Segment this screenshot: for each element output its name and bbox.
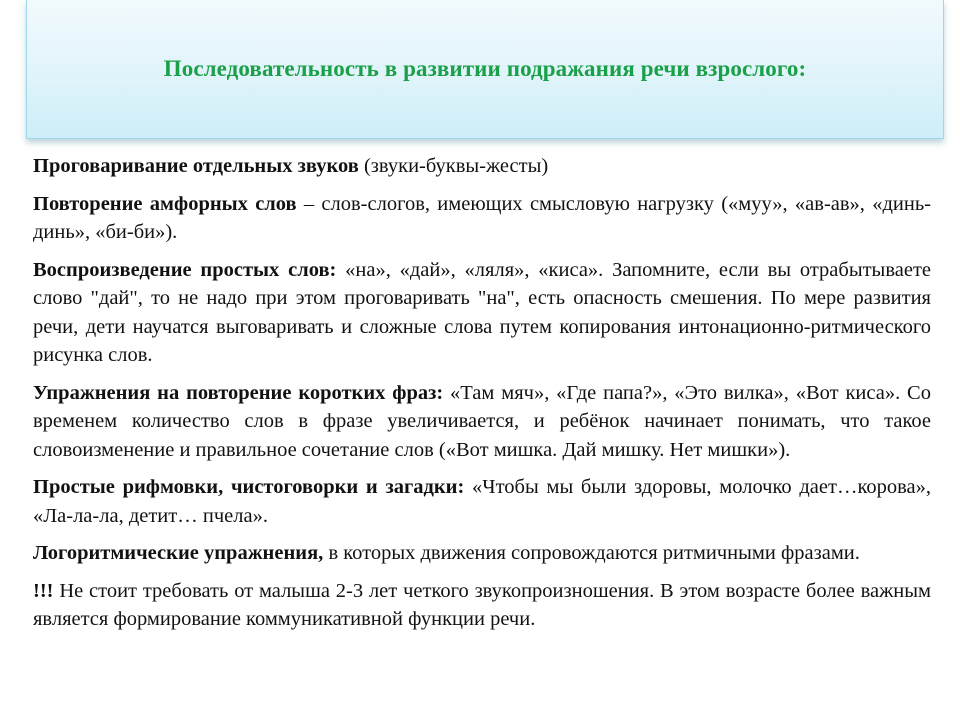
paragraph-text: в которых движения сопровождаются ритмичными фразами. [323,542,860,564]
paragraph-heading: Повторение амфорных слов [33,192,297,215]
slide-title: Последовательность в развитии подражания речи взрослого: [163,56,807,81]
slide-content [33,152,931,643]
paragraph-sound-articulation [33,152,931,181]
title-banner [26,0,944,139]
paragraph-text: «на», «дай», «ляля», «киса». Запомните, если вы отрабытываете слово "дай", то не надо при этом проговаривать "на", есть опасность смешения. По мере развития речи, дети научатся выговаривать и сложные слова путем копирования интонационно-ритмического рисунка слов. [33,258,931,366]
paragraph-text: (звуки-буквы-жесты) [358,155,549,177]
paragraph-short-phrases [33,379,931,465]
paragraph-amorphous-words [33,190,931,247]
paragraph-heading: Простые рифмовки, чистоговорки и загадки: [33,476,465,498]
paragraph-simple-words [33,256,931,370]
paragraph-text: – слов-слогов, имеющих смысловую нагрузку («муу», «ав-ав», «динь-динь», «би-би»). [33,192,931,243]
paragraph-rhymes-riddles [33,473,931,530]
paragraph-text: Не стоит требовать от малыша 2-3 лет четкого звукопроизношения. В этом возрасте более важным является формирование коммуникативной функции речи. [33,579,931,630]
paragraph-heading: Упражнения на повторение коротких фраз: [33,381,444,404]
paragraph-logorhythmic [33,539,931,568]
paragraph-heading: Логоритмические упражнения, [33,542,324,564]
paragraph-text: «Чтобы мы были здоровы, молочко дает…корова», «Ла-ла-ла, детит… пчела». [33,476,931,527]
paragraph-heading: Проговаривание отдельных звуков [33,155,359,177]
paragraph-heading: !!! [33,579,54,602]
paragraph-warning-note [33,577,931,634]
paragraph-heading: Воспроизведение простых слов: [33,258,337,281]
paragraph-text: «Там мяч», «Где папа?», «Это вилка», «Вот киса». Со временем количество слов в фразе увеличивается, и ребёнок начинает понимать, что такое словоизменение и правильное сочетание слов («Вот мишка. Дай мишку. Нет мишки»). [33,381,931,461]
